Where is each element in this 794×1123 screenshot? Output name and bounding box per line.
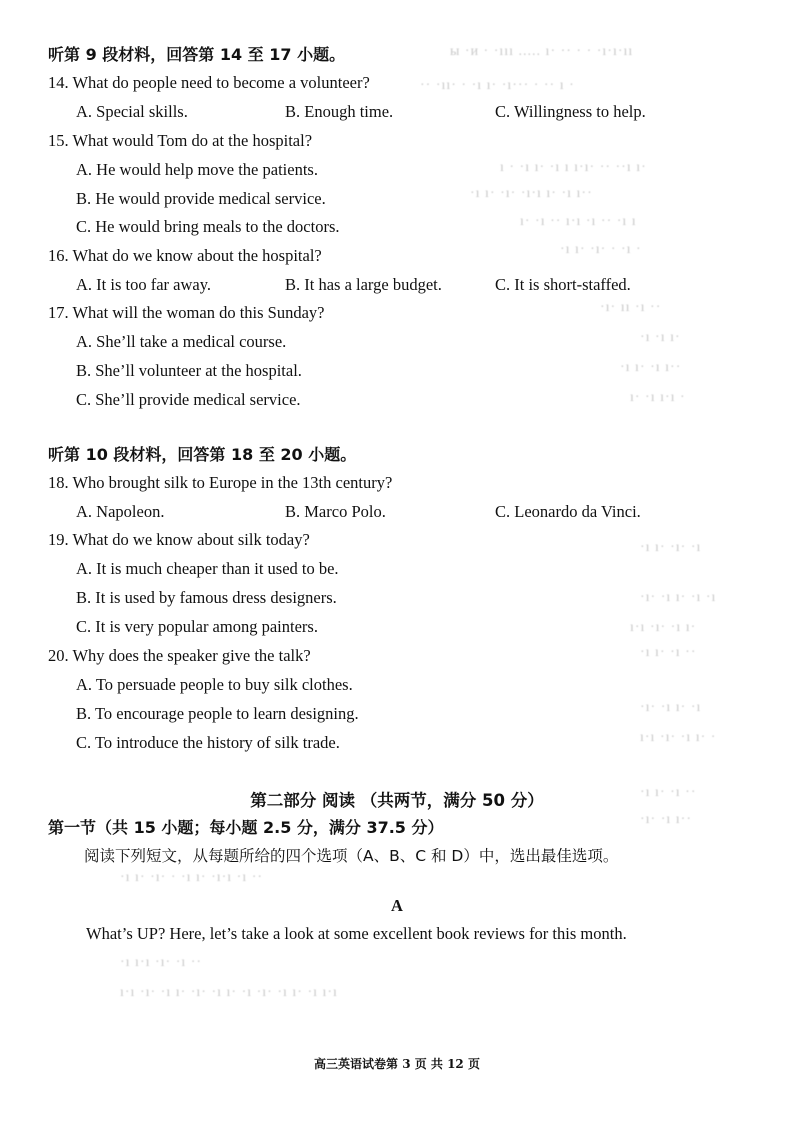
question-19-stem: 19. What do we know about silk today? bbox=[48, 530, 310, 549]
question-16-option-a: A. It is too far away. bbox=[76, 275, 212, 294]
passage-intro: What’s UP? Here, let’s take a look at some excellent book reviews for this month. bbox=[86, 924, 627, 943]
page-footer: 高三英语试卷第 3 页 共 12 页 bbox=[314, 1057, 480, 1071]
question-19-option-b: B. It is used by famous dress designers. bbox=[76, 588, 337, 607]
question-14-stem: 14. What do people need to become a volunteer? bbox=[48, 73, 370, 92]
question-20-stem: 20. Why does the speaker give the talk? bbox=[48, 646, 311, 665]
question-16-option-c: C. It is short-staffed. bbox=[495, 275, 631, 294]
question-17-option-a: A. She’ll take a medical course. bbox=[76, 332, 287, 351]
question-17-stem: 17. What will the woman do this Sunday? bbox=[48, 303, 325, 322]
section-one-heading: 第一节（共 15 小题；每小题 2.5 分，满分 37.5 分） bbox=[48, 818, 444, 837]
passage-letter: A bbox=[391, 896, 403, 915]
question-15-stem: 15. What would Tom do at the hospital? bbox=[48, 131, 313, 150]
question-16-stem: 16. What do we know about the hospital? bbox=[48, 246, 322, 265]
question-19-option-c: C. It is very popular among painters. bbox=[76, 617, 318, 636]
question-20-option-c: C. To introduce the history of silk trade. bbox=[76, 733, 340, 752]
question-18-stem: 18. Who brought silk to Europe in the 13th century? bbox=[48, 473, 393, 492]
reading-instruction: 阅读下列短文，从每题所给的四个选项（A、B、C 和 D）中，选出最佳选项。 bbox=[84, 847, 619, 865]
question-20-option-b: B. To encourage people to learn designing. bbox=[76, 704, 359, 723]
part-two-title: 第二部分 阅读 （共两节，满分 50 分） bbox=[250, 791, 544, 810]
section-heading-9: 听第 9 段材料，回答第 14 至 17 小题。 bbox=[48, 45, 346, 64]
question-19-option-a: A. It is much cheaper than it used to be. bbox=[76, 559, 339, 578]
question-15-option-b: B. He would provide medical service. bbox=[76, 189, 326, 208]
question-14-option-b: B. Enough time. bbox=[285, 102, 394, 121]
section-heading-10: 听第 10 段材料，回答第 18 至 20 小题。 bbox=[48, 445, 357, 464]
question-14-option-a: A. Special skills. bbox=[76, 102, 188, 121]
question-16-option-b: B. It has a large budget. bbox=[285, 275, 442, 294]
question-15-option-c: C. He would bring meals to the doctors. bbox=[76, 217, 340, 236]
question-18-option-b: B. Marco Polo. bbox=[285, 502, 386, 521]
question-15-option-a: A. He would help move the patients. bbox=[76, 160, 318, 179]
question-18-option-c: C. Leonardo da Vinci. bbox=[495, 502, 641, 521]
question-14-option-c: C. Willingness to help. bbox=[495, 102, 646, 121]
question-17-option-c: C. She’ll provide medical service. bbox=[76, 390, 301, 409]
question-18-option-a: A. Napoleon. bbox=[76, 502, 165, 521]
question-17-option-b: B. She’ll volunteer at the hospital. bbox=[76, 361, 302, 380]
question-20-option-a: A. To persuade people to buy silk clothes. bbox=[76, 675, 353, 694]
